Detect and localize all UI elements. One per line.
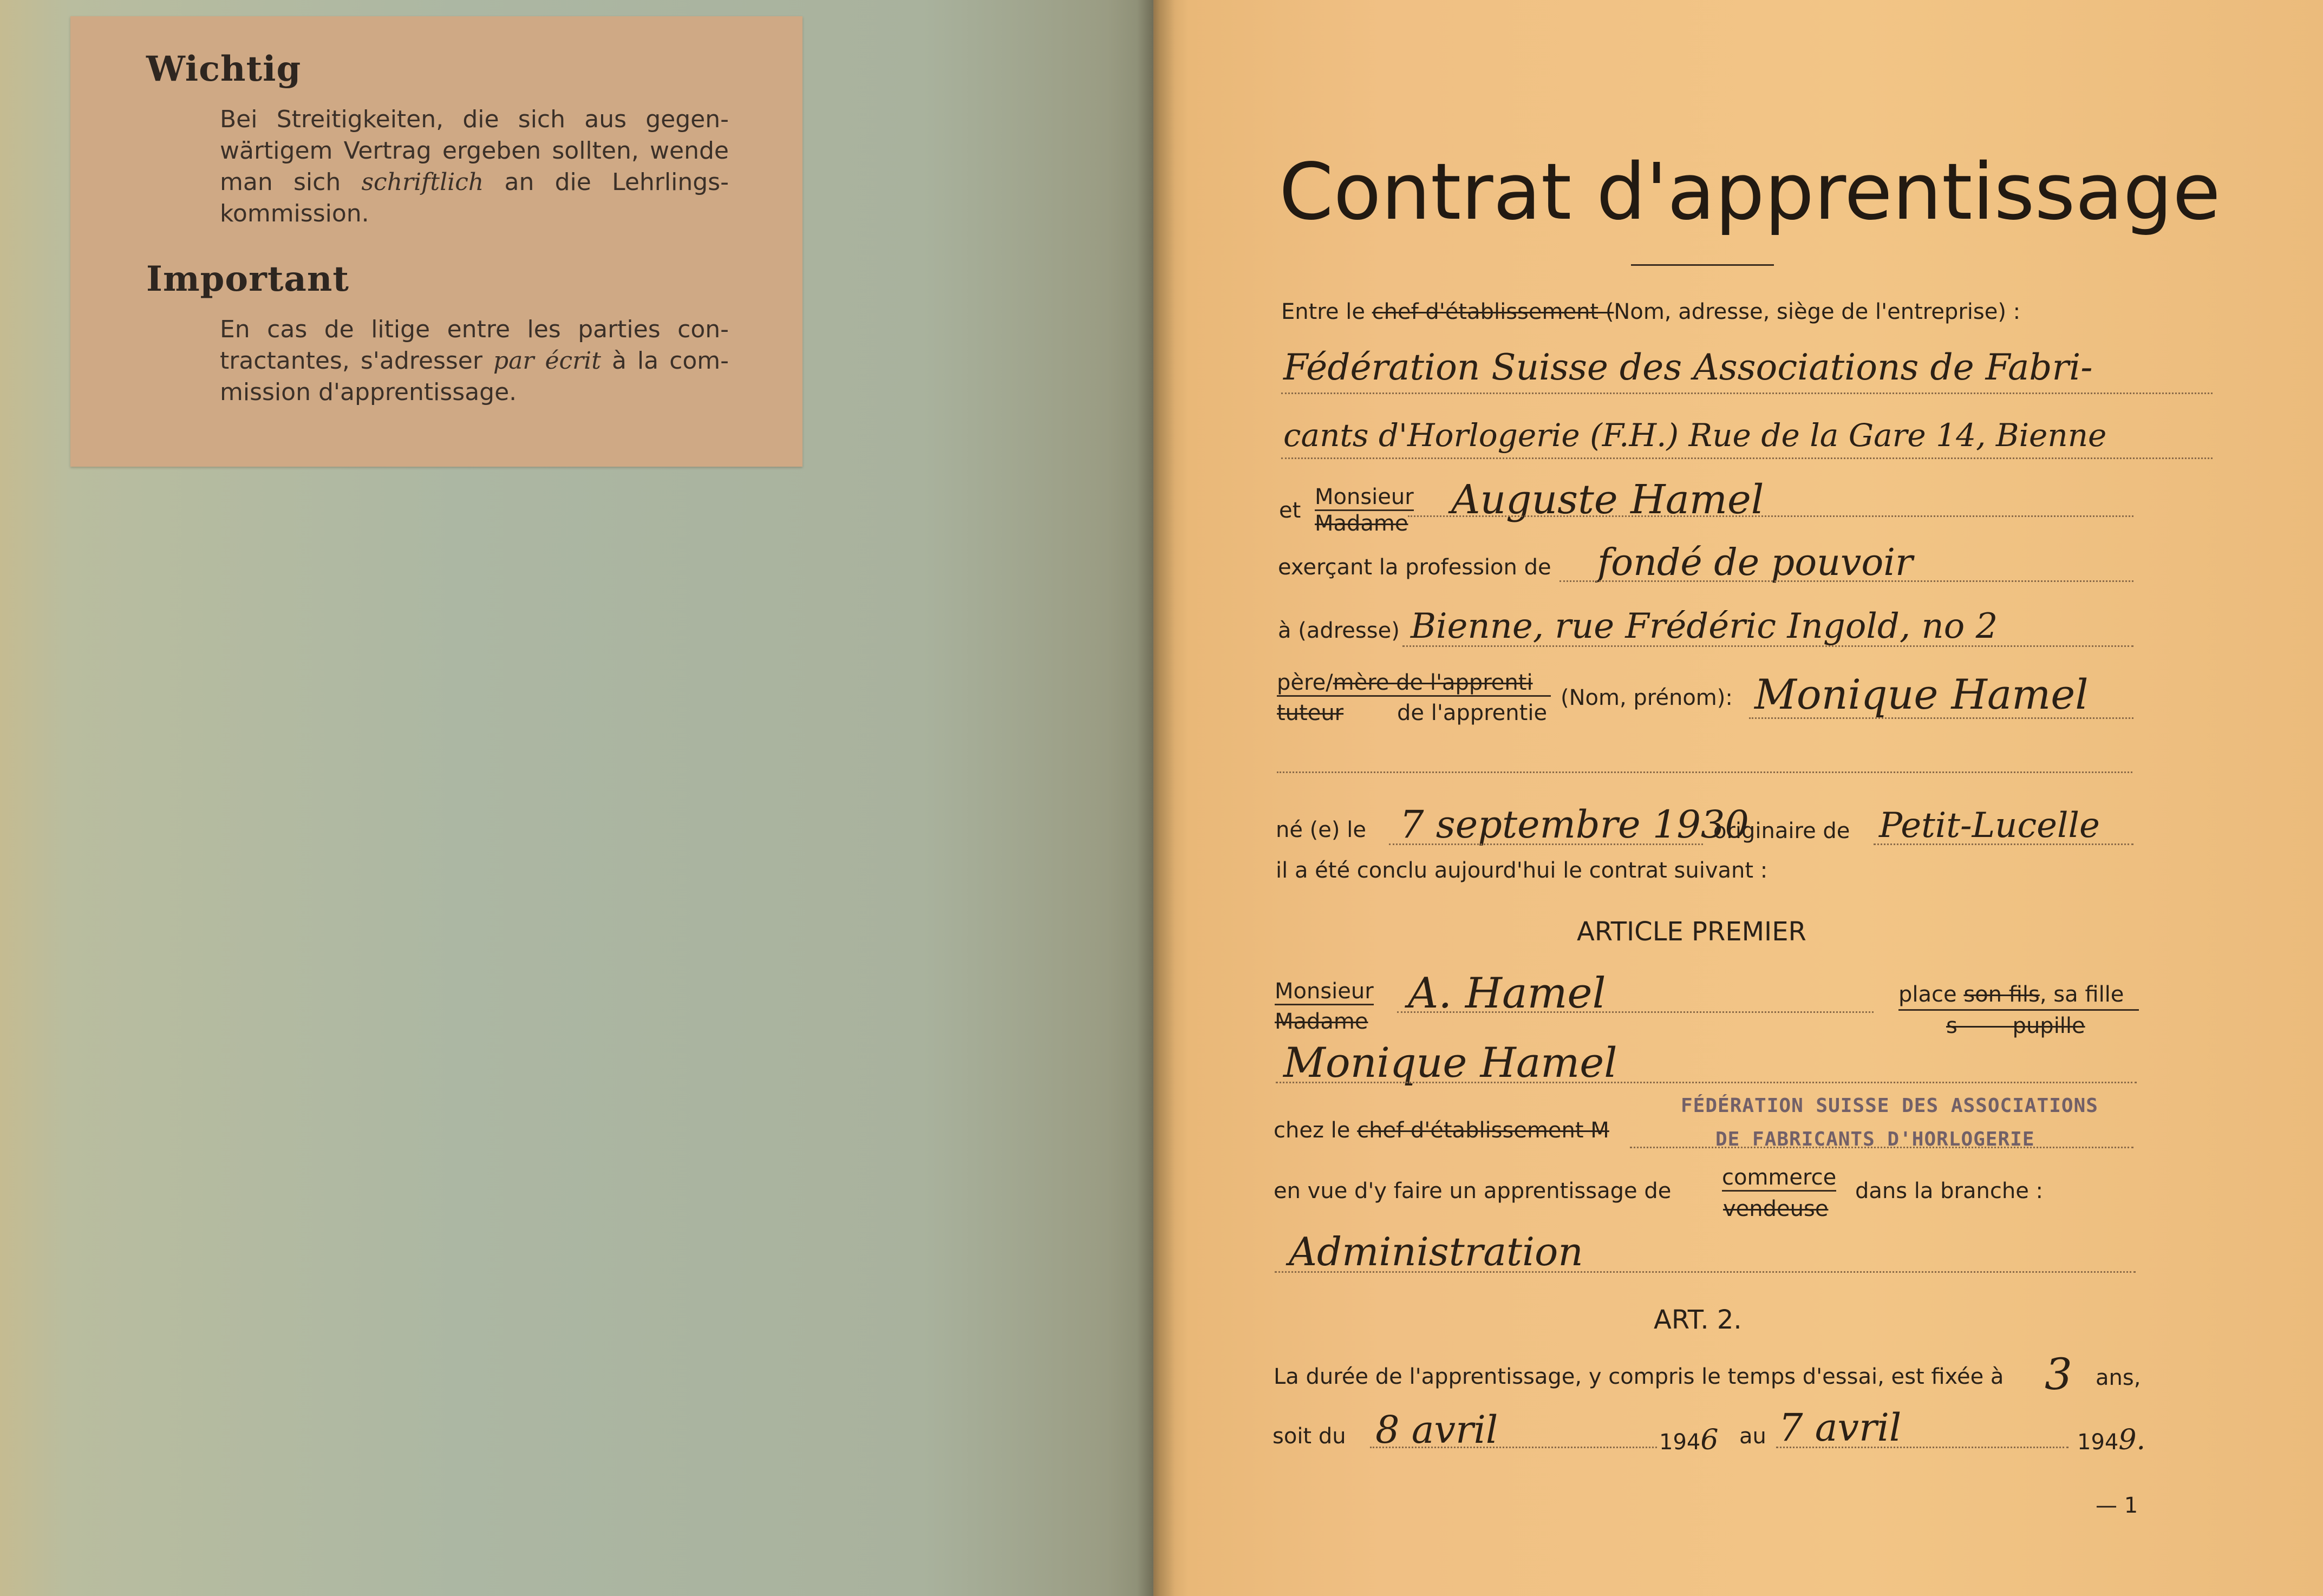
au-label: au xyxy=(1739,1424,1766,1449)
chez-label: chez le chef d'établissement M xyxy=(1274,1118,1609,1143)
fill-line xyxy=(1370,1447,1657,1448)
ans-label: ans, xyxy=(2096,1365,2141,1390)
employer-name-handwritten: Fédération Suisse des Associations de Fabri- xyxy=(1283,346,2093,388)
entre-line: Entre le chef d'établissement (Nom, adresse, siège de l'entreprise) : xyxy=(1281,299,2021,324)
fill-line xyxy=(1559,580,2133,582)
fill-line xyxy=(1630,1147,2133,1148)
origin-handwritten: Petit-Lucelle xyxy=(1879,806,2100,846)
contract-title: Contrat d'apprentissage xyxy=(1279,146,2221,237)
madame-option: Madame xyxy=(1315,511,1408,536)
notice-text-french: En cas de litige entre les parties con- tractantes, s'adresser par écrit à la com- mission d'apprentissage. xyxy=(220,316,729,406)
guardian-name-handwritten: Auguste Hamel xyxy=(1451,476,1764,523)
article-premier-heading: ARTICLE PREMIER xyxy=(1577,917,1806,947)
monsieur-option: Monsieur xyxy=(1315,485,1414,511)
article1-monsieur-option: Monsieur xyxy=(1275,979,1374,1005)
fill-line xyxy=(1275,1271,2136,1273)
title-rule xyxy=(1631,264,1774,266)
book-gutter xyxy=(1137,0,1175,1596)
end-year: 1949. xyxy=(2077,1424,2145,1456)
article1-parent-handwritten: A. Hamel xyxy=(1408,969,1606,1018)
address-handwritten: Bienne, rue Frédéric Ingold, no 2 xyxy=(1411,606,1998,646)
parent-option-apprentie: de l'apprentie xyxy=(1397,701,1548,725)
soit-du-label: soit du xyxy=(1273,1424,1346,1449)
end-date-handwritten: 7 avril xyxy=(1779,1405,1902,1450)
fill-line xyxy=(1749,717,2133,719)
article-2-heading: ART. 2. xyxy=(1654,1305,1742,1335)
company-stamp-line-1: FÉDÉRATION SUISSE DES ASSOCIATIONS xyxy=(1681,1095,2098,1117)
parent-option-pere: père/mère de l'apprenti xyxy=(1277,670,1533,695)
adresse-label: à (adresse) xyxy=(1278,618,1400,643)
fill-line xyxy=(1389,843,1703,845)
fill-line xyxy=(1276,1082,2137,1083)
ne-le-label: né (e) le xyxy=(1276,817,1366,842)
profession-label: exerçant la profession de xyxy=(1278,555,1551,580)
apprentice-name-handwritten: Monique Hamel xyxy=(1754,670,2089,718)
article1-madame-option: Madame xyxy=(1275,1009,1368,1034)
branch-handwritten: Administration xyxy=(1289,1229,1583,1274)
article1-apprentice-handwritten: Monique Hamel xyxy=(1283,1038,1617,1087)
en-vue-label: en vue d'y faire un apprentissage de xyxy=(1274,1179,1672,1203)
company-stamp-line-2: DE FABRICANTS D'HORLOGERIE xyxy=(1715,1128,2035,1150)
fill-line xyxy=(1776,1447,2068,1448)
place-rule xyxy=(1898,1009,2139,1011)
birth-date-handwritten: 7 septembre 1930 xyxy=(1400,802,1749,847)
pupille-option: s pupille xyxy=(1946,1013,2085,1038)
parent-option-tuteur: tuteur xyxy=(1277,701,1344,725)
duree-text: La durée de l'apprentissage, y compris le temps d'essai, est fixée à xyxy=(1274,1364,2004,1389)
vendeuse-option: vendeuse xyxy=(1723,1196,1829,1221)
important-notice-slip xyxy=(70,16,802,467)
fill-line xyxy=(1397,1011,1874,1013)
notice-title-french: Important xyxy=(146,259,349,299)
fill-line xyxy=(1281,457,2213,459)
start-date-handwritten: 8 avril xyxy=(1375,1408,1498,1452)
nom-prenom-label: (Nom, prénom): xyxy=(1561,685,1733,710)
employer-address-handwritten: cants d'Horlogerie (F.H.) Rue de la Gare 14, Bienne xyxy=(1283,417,2107,454)
commerce-option: commerce xyxy=(1722,1165,1836,1192)
profession-handwritten: fondé de pouvoir xyxy=(1597,541,1913,584)
place-sa-fille: place son fils, sa fille xyxy=(1898,982,2124,1007)
originaire-label: originaire de xyxy=(1713,819,1850,843)
parent-option-rule xyxy=(1277,695,1551,697)
duration-years-handwritten: 3 xyxy=(2045,1349,2072,1399)
notice-title-german: Wichtig xyxy=(146,49,302,89)
fill-line xyxy=(1277,771,2132,773)
fill-line xyxy=(1402,645,2133,647)
et-label: et xyxy=(1279,498,1301,523)
branche-label: dans la branche : xyxy=(1855,1179,2043,1203)
notice-text-german: Bei Streitigkeiten, die sich aus gegen- wärtigem Vertrag ergeben sollten, wende man sich schriftlich an die Lehrlings- kommission. xyxy=(220,106,729,227)
fill-line xyxy=(1408,515,2133,517)
fill-line xyxy=(1281,393,2213,394)
page-number: — 1 xyxy=(2096,1493,2138,1518)
start-year: 1946 xyxy=(1659,1424,1719,1456)
conclu-text: il a été conclu aujourd'hui le contrat suivant : xyxy=(1276,858,1768,883)
right-page-contract xyxy=(1153,0,2323,1596)
fill-line xyxy=(1874,843,2133,845)
